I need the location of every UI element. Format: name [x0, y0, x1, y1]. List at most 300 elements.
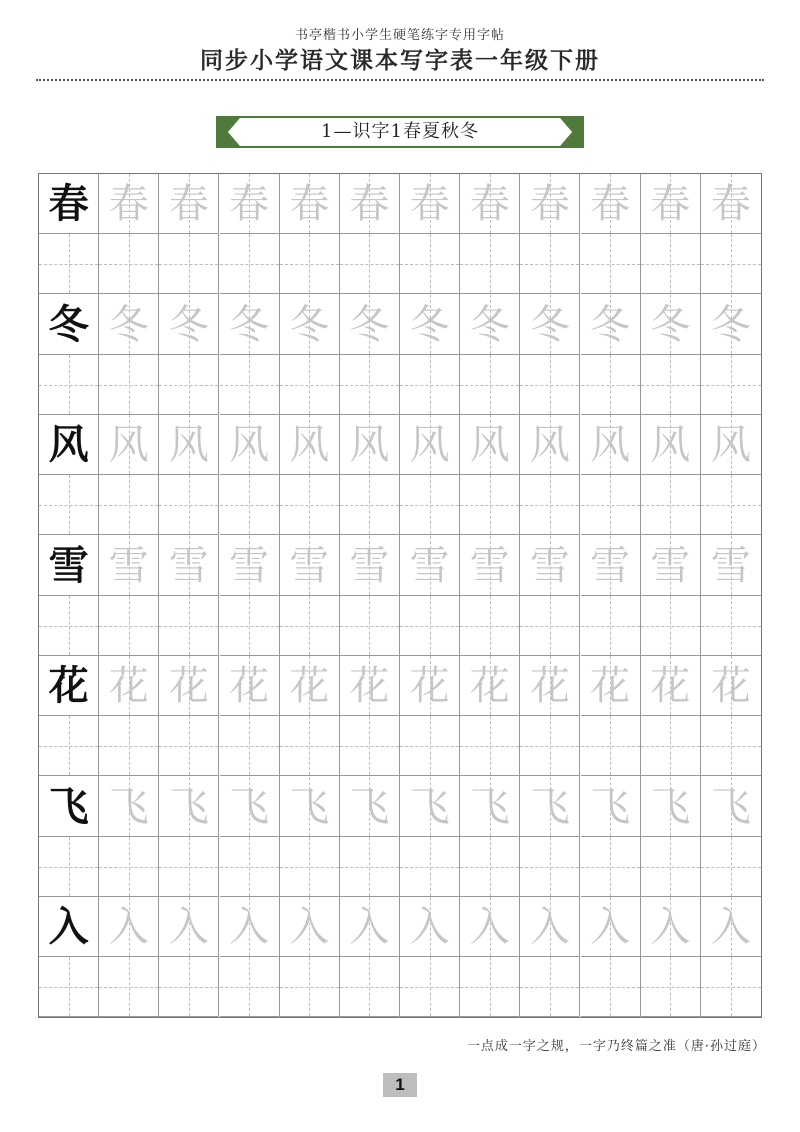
- trace-character: 春: [349, 181, 390, 227]
- tianzige-box: [280, 656, 339, 716]
- tianzige-box: [220, 415, 279, 475]
- guide-vertical: [490, 355, 491, 414]
- trace-cell[interactable]: [159, 415, 219, 536]
- guide-vertical: [249, 837, 250, 896]
- trace-character: 雪: [168, 542, 209, 589]
- writing-guide-area: [641, 355, 700, 415]
- guide-vertical: [69, 355, 70, 414]
- model-cell[interactable]: [39, 777, 99, 898]
- writing-guide-area: [520, 234, 579, 294]
- practice-row: [39, 174, 761, 295]
- trace-character: 花: [349, 663, 390, 709]
- tianzige-box: [641, 656, 700, 716]
- guide-vertical: [430, 475, 431, 534]
- writing-guide-area: [641, 716, 700, 776]
- writing-guide-area: [39, 957, 98, 1017]
- tianzige-box: [641, 174, 700, 234]
- writing-guide-area: [159, 234, 218, 294]
- guide-vertical: [670, 596, 671, 655]
- guide-vertical: [610, 234, 611, 293]
- trace-cell[interactable]: [701, 656, 761, 777]
- trace-character: 风: [349, 422, 390, 468]
- guide-vertical: [610, 957, 611, 1016]
- writing-guide-area: [701, 837, 761, 897]
- trace-character: 风: [229, 422, 270, 468]
- tianzige-box: [39, 295, 98, 355]
- trace-cell[interactable]: [460, 295, 520, 416]
- tianzige-box: [340, 415, 399, 475]
- tianzige-box: [641, 536, 700, 596]
- trace-cell[interactable]: [520, 295, 580, 416]
- practice-row: [39, 656, 761, 777]
- trace-cell[interactable]: [340, 415, 400, 536]
- guide-vertical: [731, 475, 732, 534]
- practice-row: [39, 777, 761, 898]
- writing-guide-area: [220, 355, 279, 415]
- writing-guide-area: [280, 355, 339, 415]
- trace-character: 冬: [529, 301, 570, 348]
- tianzige-box: [220, 295, 279, 355]
- trace-cell[interactable]: [99, 777, 159, 898]
- tianzige-box: [99, 536, 158, 596]
- guide-vertical: [550, 957, 551, 1016]
- trace-cell[interactable]: [280, 897, 340, 1018]
- trace-cell[interactable]: [159, 174, 219, 295]
- tianzige-box: [220, 777, 279, 837]
- writing-guide-area: [520, 596, 579, 656]
- guide-vertical: [490, 716, 491, 775]
- trace-cell[interactable]: [641, 295, 701, 416]
- writing-guide-area: [581, 957, 640, 1017]
- trace-cell[interactable]: [220, 415, 280, 536]
- trace-character: 入: [229, 904, 270, 950]
- practice-row: [39, 897, 761, 1018]
- writing-guide-area: [99, 837, 158, 897]
- guide-vertical: [550, 234, 551, 293]
- tianzige-box: [220, 897, 279, 957]
- guide-vertical: [430, 837, 431, 896]
- trace-cell[interactable]: [400, 415, 460, 536]
- trace-character: 花: [108, 663, 149, 709]
- trace-character: 冬: [229, 301, 270, 348]
- trace-cell[interactable]: [340, 536, 400, 657]
- tianzige-box: [460, 174, 519, 234]
- trace-cell[interactable]: [220, 174, 280, 295]
- model-cell[interactable]: [39, 295, 99, 416]
- tianzige-box: [581, 295, 640, 355]
- trace-cell[interactable]: [520, 656, 580, 777]
- trace-cell[interactable]: [220, 777, 280, 898]
- trace-character: 风: [529, 422, 570, 468]
- trace-character: 花: [529, 663, 570, 709]
- writing-guide-area: [340, 355, 399, 415]
- trace-cell[interactable]: [400, 536, 460, 657]
- guide-vertical: [610, 355, 611, 414]
- tianzige-box: [39, 536, 98, 596]
- tianzige-box: [701, 536, 761, 596]
- tianzige-box: [701, 415, 761, 475]
- tianzige-box: [400, 536, 459, 596]
- trace-cell[interactable]: [701, 536, 761, 657]
- writing-guide-area: [460, 957, 519, 1017]
- trace-character: 风: [168, 422, 209, 468]
- trace-cell[interactable]: [581, 415, 641, 536]
- trace-cell[interactable]: [701, 415, 761, 536]
- trace-cell[interactable]: [460, 415, 520, 536]
- guide-vertical: [430, 957, 431, 1016]
- guide-vertical: [550, 355, 551, 414]
- trace-character: 春: [289, 181, 330, 227]
- trace-cell[interactable]: [520, 174, 580, 295]
- trace-character: 花: [650, 663, 691, 709]
- guide-vertical: [369, 837, 370, 896]
- trace-character: 风: [469, 422, 510, 468]
- tianzige-box: [400, 295, 459, 355]
- trace-character: 花: [289, 663, 330, 709]
- tianzige-box: [701, 656, 761, 716]
- lesson-label: 1—识字1春夏秋冬: [321, 121, 479, 142]
- trace-character: 雪: [349, 542, 390, 589]
- model-character: 雪: [48, 541, 89, 589]
- writing-guide-area: [280, 596, 339, 656]
- writing-guide-area: [641, 475, 700, 535]
- guide-vertical: [69, 596, 70, 655]
- trace-cell[interactable]: [280, 777, 340, 898]
- trace-cell[interactable]: [520, 536, 580, 657]
- trace-cell[interactable]: [581, 295, 641, 416]
- trace-cell[interactable]: [99, 897, 159, 1018]
- trace-cell[interactable]: [460, 536, 520, 657]
- trace-character: 雪: [409, 542, 450, 589]
- guide-vertical: [430, 596, 431, 655]
- guide-vertical: [309, 596, 310, 655]
- trace-cell[interactable]: [701, 295, 761, 416]
- trace-cell[interactable]: [99, 295, 159, 416]
- tianzige-box: [701, 777, 761, 837]
- trace-character: 冬: [108, 301, 149, 348]
- trace-cell[interactable]: [581, 777, 641, 898]
- writing-guide-area: [159, 837, 218, 897]
- guide-vertical: [189, 716, 190, 775]
- writing-guide-area: [280, 957, 339, 1017]
- tianzige-box: [400, 174, 459, 234]
- tianzige-box: [159, 415, 218, 475]
- writing-guide-area: [99, 355, 158, 415]
- guide-vertical: [69, 475, 70, 534]
- trace-cell[interactable]: [641, 174, 701, 295]
- trace-character: 风: [409, 422, 450, 468]
- trace-cell[interactable]: [220, 295, 280, 416]
- model-cell[interactable]: [39, 656, 99, 777]
- trace-cell[interactable]: [581, 174, 641, 295]
- writing-guide-area: [400, 596, 459, 656]
- practice-row: [39, 295, 761, 416]
- tianzige-box: [99, 897, 158, 957]
- guide-vertical: [309, 234, 310, 293]
- writing-guide-area: [520, 837, 579, 897]
- trace-character: 春: [590, 181, 631, 227]
- writing-guide-area: [581, 475, 640, 535]
- guide-vertical: [610, 837, 611, 896]
- writing-guide-area: [460, 234, 519, 294]
- trace-cell[interactable]: [159, 777, 219, 898]
- tianzige-box: [159, 656, 218, 716]
- trace-cell[interactable]: [400, 897, 460, 1018]
- guide-vertical: [490, 234, 491, 293]
- trace-cell[interactable]: [220, 536, 280, 657]
- trace-character: 入: [168, 904, 209, 950]
- writing-guide-area: [39, 837, 98, 897]
- page-title: 同步小学语文课本写字表一年级下册: [200, 47, 600, 74]
- tianzige-box: [520, 777, 579, 837]
- model-character: 春: [48, 180, 89, 227]
- tianzige-box: [520, 415, 579, 475]
- trace-cell[interactable]: [280, 536, 340, 657]
- trace-character: 风: [710, 422, 751, 468]
- guide-vertical: [550, 716, 551, 775]
- model-cell[interactable]: [39, 174, 99, 295]
- trace-character: 飞: [590, 783, 631, 830]
- trace-character: 入: [710, 904, 751, 950]
- trace-character: 入: [469, 904, 510, 950]
- trace-cell[interactable]: [460, 656, 520, 777]
- trace-cell[interactable]: [340, 897, 400, 1018]
- writing-guide-area: [400, 475, 459, 535]
- model-character: 飞: [48, 782, 89, 830]
- trace-cell[interactable]: [280, 415, 340, 536]
- guide-vertical: [490, 957, 491, 1016]
- trace-cell[interactable]: [460, 897, 520, 1018]
- writing-guide-area: [400, 716, 459, 776]
- guide-vertical: [550, 475, 551, 534]
- trace-character: 花: [469, 663, 510, 709]
- trace-character: 风: [289, 422, 330, 468]
- trace-cell[interactable]: [340, 174, 400, 295]
- tianzige-box: [280, 897, 339, 957]
- writing-guide-area: [99, 596, 158, 656]
- trace-character: 花: [710, 663, 751, 709]
- trace-cell[interactable]: [220, 897, 280, 1018]
- trace-cell[interactable]: [520, 415, 580, 536]
- tianzige-box: [520, 536, 579, 596]
- writing-guide-area: [701, 475, 761, 535]
- trace-cell[interactable]: [99, 536, 159, 657]
- trace-cell[interactable]: [159, 295, 219, 416]
- model-cell[interactable]: [39, 536, 99, 657]
- trace-character: 飞: [710, 783, 751, 830]
- trace-cell[interactable]: [460, 777, 520, 898]
- calligraphy-quote: 一点成一字之规，一字乃终篇之准（唐·孙过庭）: [466, 1039, 766, 1054]
- writing-guide-area: [460, 716, 519, 776]
- guide-vertical: [610, 596, 611, 655]
- trace-cell[interactable]: [581, 656, 641, 777]
- trace-cell[interactable]: [159, 897, 219, 1018]
- writing-guide-area: [340, 234, 399, 294]
- tianzige-box: [99, 777, 158, 837]
- writing-guide-area: [520, 957, 579, 1017]
- guide-vertical: [550, 596, 551, 655]
- trace-cell[interactable]: [280, 656, 340, 777]
- trace-cell[interactable]: [701, 174, 761, 295]
- tianzige-box: [340, 777, 399, 837]
- trace-character: 冬: [710, 301, 751, 348]
- trace-cell[interactable]: [340, 656, 400, 777]
- guide-vertical: [129, 957, 130, 1016]
- model-cell[interactable]: [39, 415, 99, 536]
- trace-character: 春: [229, 181, 270, 227]
- writing-guide-area: [280, 475, 339, 535]
- trace-cell[interactable]: [280, 295, 340, 416]
- tianzige-box: [39, 777, 98, 837]
- trace-cell[interactable]: [220, 656, 280, 777]
- writing-guide-area: [39, 596, 98, 656]
- writing-guide-area: [701, 716, 761, 776]
- trace-cell[interactable]: [641, 897, 701, 1018]
- trace-cell[interactable]: [641, 415, 701, 536]
- trace-cell[interactable]: [641, 536, 701, 657]
- trace-character: 飞: [529, 783, 570, 830]
- writing-guide-area: [220, 475, 279, 535]
- guide-vertical: [249, 596, 250, 655]
- tianzige-box: [581, 897, 640, 957]
- guide-vertical: [670, 837, 671, 896]
- trace-cell[interactable]: [520, 897, 580, 1018]
- guide-vertical: [189, 837, 190, 896]
- trace-character: 飞: [349, 783, 390, 830]
- trace-character: 雪: [469, 542, 510, 589]
- tianzige-box: [99, 415, 158, 475]
- guide-vertical: [731, 355, 732, 414]
- guide-vertical: [731, 234, 732, 293]
- trace-cell[interactable]: [99, 656, 159, 777]
- guide-vertical: [670, 355, 671, 414]
- trace-character: 花: [409, 663, 450, 709]
- trace-cell[interactable]: [641, 777, 701, 898]
- trace-cell[interactable]: [99, 174, 159, 295]
- practice-row: [39, 415, 761, 536]
- writing-guide-area: [581, 716, 640, 776]
- book-subtitle: 书亭楷书小学生硬笔练字专用字帖: [294, 28, 505, 43]
- writing-guide-area: [641, 957, 700, 1017]
- trace-cell[interactable]: [280, 174, 340, 295]
- trace-cell[interactable]: [159, 656, 219, 777]
- trace-cell[interactable]: [99, 415, 159, 536]
- trace-cell[interactable]: [340, 295, 400, 416]
- trace-character: 飞: [168, 783, 209, 830]
- guide-vertical: [189, 355, 190, 414]
- guide-vertical: [69, 957, 70, 1016]
- writing-guide-area: [159, 957, 218, 1017]
- tianzige-box: [460, 777, 519, 837]
- trace-cell[interactable]: [641, 656, 701, 777]
- trace-cell[interactable]: [520, 777, 580, 898]
- tianzige-box: [280, 777, 339, 837]
- tianzige-box: [460, 295, 519, 355]
- guide-vertical: [369, 716, 370, 775]
- lesson-banner: [216, 116, 584, 148]
- tianzige-box: [340, 656, 399, 716]
- writing-guide-area: [701, 957, 761, 1017]
- writing-guide-area: [280, 716, 339, 776]
- tianzige-box: [460, 536, 519, 596]
- guide-vertical: [249, 234, 250, 293]
- guide-vertical: [189, 596, 190, 655]
- trace-character: 入: [590, 904, 631, 950]
- model-character: 风: [48, 421, 89, 468]
- guide-vertical: [189, 957, 190, 1016]
- tianzige-box: [400, 897, 459, 957]
- trace-cell[interactable]: [581, 536, 641, 657]
- trace-cell[interactable]: [701, 897, 761, 1018]
- tianzige-box: [159, 536, 218, 596]
- writing-guide-area: [99, 716, 158, 776]
- trace-character: 入: [289, 904, 330, 950]
- tianzige-box: [581, 656, 640, 716]
- writing-guide-area: [400, 837, 459, 897]
- writing-guide-area: [520, 716, 579, 776]
- writing-guide-area: [220, 716, 279, 776]
- tianzige-box: [280, 295, 339, 355]
- writing-guide-area: [701, 355, 761, 415]
- trace-cell[interactable]: [400, 174, 460, 295]
- tianzige-box: [220, 656, 279, 716]
- guide-vertical: [369, 596, 370, 655]
- trace-cell[interactable]: [159, 536, 219, 657]
- model-character: 入: [48, 903, 89, 950]
- writing-guide-area: [220, 596, 279, 656]
- guide-vertical: [129, 234, 130, 293]
- trace-cell[interactable]: [400, 656, 460, 777]
- guide-vertical: [309, 475, 310, 534]
- model-cell[interactable]: [39, 897, 99, 1018]
- trace-cell[interactable]: [460, 174, 520, 295]
- writing-guide-area: [39, 475, 98, 535]
- model-character: 冬: [48, 300, 89, 348]
- trace-cell[interactable]: [581, 897, 641, 1018]
- writing-guide-area: [701, 234, 761, 294]
- guide-vertical: [610, 716, 611, 775]
- trace-cell[interactable]: [400, 777, 460, 898]
- guide-vertical: [69, 837, 70, 896]
- trace-character: 冬: [168, 301, 209, 348]
- guide-vertical: [129, 596, 130, 655]
- writing-guide-area: [220, 234, 279, 294]
- guide-vertical: [490, 837, 491, 896]
- guide-vertical: [309, 716, 310, 775]
- trace-character: 入: [529, 904, 570, 950]
- trace-character: 雪: [590, 542, 631, 589]
- guide-vertical: [309, 837, 310, 896]
- trace-cell[interactable]: [701, 777, 761, 898]
- guide-vertical: [550, 837, 551, 896]
- trace-character: 冬: [590, 301, 631, 348]
- tianzige-box: [460, 415, 519, 475]
- tianzige-box: [400, 415, 459, 475]
- tianzige-box: [641, 897, 700, 957]
- tianzige-box: [520, 174, 579, 234]
- model-character: 花: [48, 662, 89, 709]
- trace-cell[interactable]: [340, 777, 400, 898]
- guide-vertical: [731, 957, 732, 1016]
- trace-cell[interactable]: [400, 295, 460, 416]
- trace-character: 入: [650, 904, 691, 950]
- tianzige-box: [39, 415, 98, 475]
- tianzige-box: [340, 174, 399, 234]
- writing-guide-area: [220, 957, 279, 1017]
- tianzige-box: [340, 295, 399, 355]
- guide-vertical: [731, 716, 732, 775]
- guide-vertical: [129, 837, 130, 896]
